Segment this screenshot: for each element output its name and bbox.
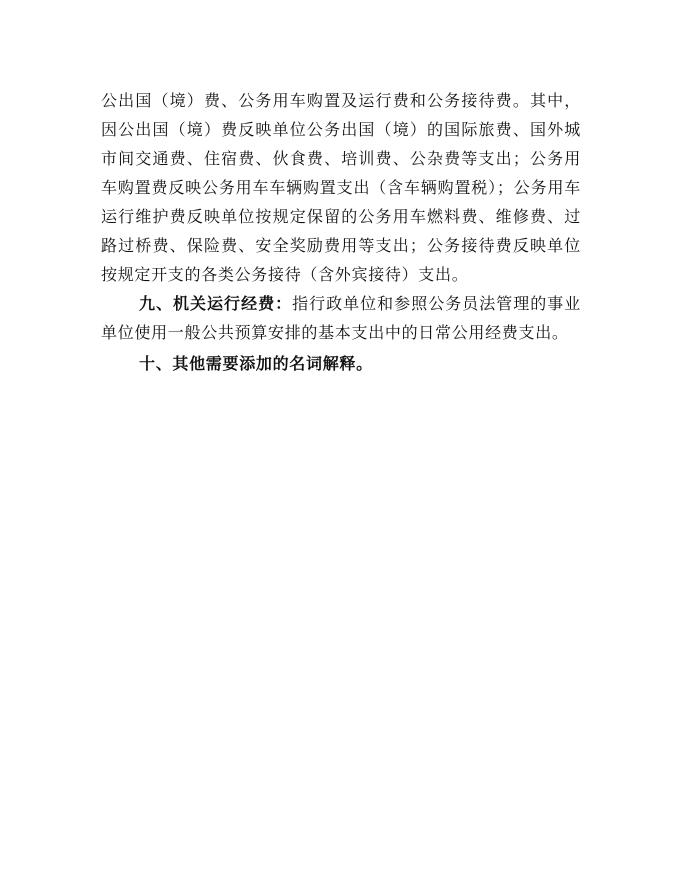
item-10-heading: 十、其他需要添加的名词解释。 (139, 354, 373, 373)
item-9-paragraph (101, 289, 581, 347)
item-9-heading: 九、机关运行经费： (139, 294, 293, 313)
item-9-body: 指行政单位和参照公务员法管理的事业单位使用一般公共预算安排的基本支出中的日常公用经费支出。 (101, 294, 581, 342)
paragraph-continued: 公出国（境）费、公务用车购置及运行费和公务接待费。其中，因公出国（境）费反映单位公务出国（境）的国际旅费、国外城市间交通费、住宿费、伙食费、培训费、公杂费等支出；公务用车购置费反映公务用车车辆购置支出（含车辆购置税）；公务用车运行维护费反映单位按规定保留的公务用车燃料费、维修费、过路过桥费、保险费、安全奖励费用等支出；公务接待费反映单位按规定开支的各类公务接待（含外宾接待）支出。 (101, 91, 581, 284)
document-body (101, 86, 581, 378)
item-10-paragraph (101, 349, 581, 378)
